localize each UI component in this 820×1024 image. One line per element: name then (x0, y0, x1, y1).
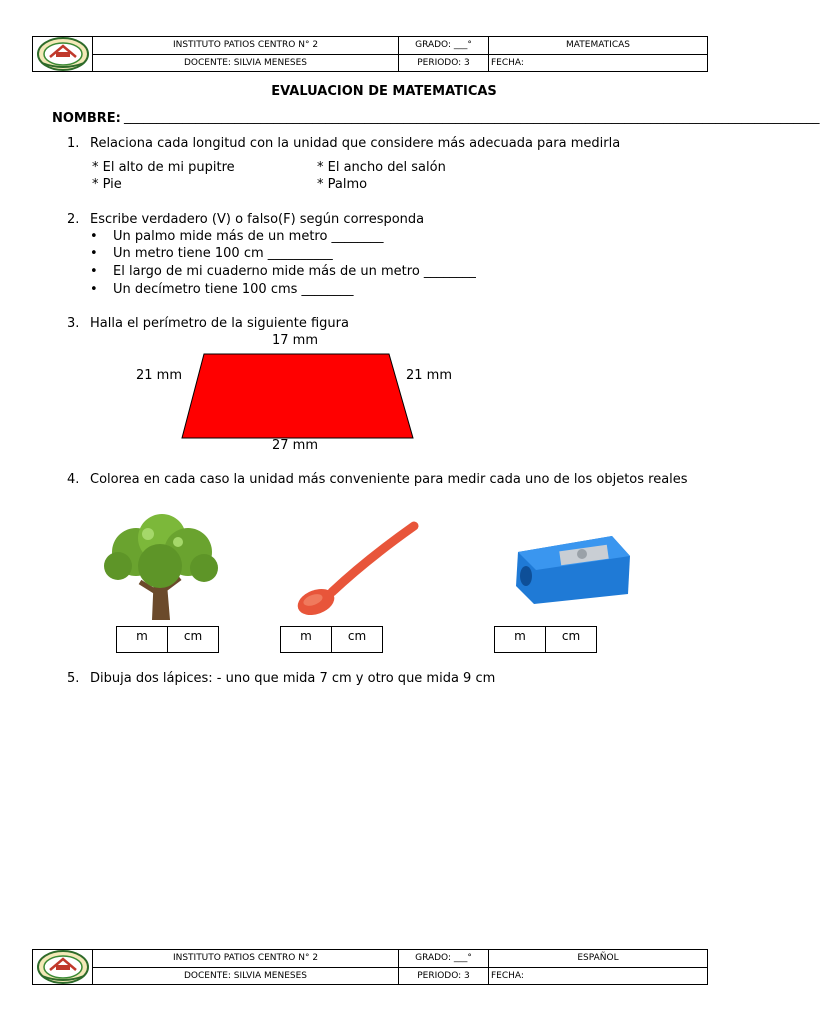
bullet: • (90, 246, 98, 261)
bullet: • (90, 282, 98, 297)
trapezoid-right-label: 21 mm (406, 368, 453, 383)
q4-text: Colorea en cada caso la unidad más conveniente para medir cada uno de los objetos reales (90, 472, 688, 487)
trapezoid-bottom-label: 27 mm (272, 438, 319, 453)
sharpener-icon (512, 518, 634, 606)
grade-field: GRADO: ___° (399, 37, 489, 55)
q2-item: Un decímetro tiene 100 cms ________ (113, 282, 354, 297)
unit-option-cm[interactable]: cm (332, 627, 383, 653)
name-line: ___________________________________________________________________________________________________________ (124, 110, 820, 125)
q4-number: 4. (67, 472, 80, 487)
q1-left-item: * Pie (92, 177, 122, 192)
teacher-name: DOCENTE: SILVIA MENESES (93, 54, 399, 72)
date-field: FECHA: (489, 967, 708, 985)
spoon-icon (296, 520, 422, 618)
school-name: INSTITUTO PATIOS CENTRO N° 2 (93, 950, 399, 968)
header-table-top (32, 36, 708, 72)
grade-field: GRADO: ___° (399, 950, 489, 968)
unit-option-m[interactable]: m (117, 627, 168, 653)
q1-right-item: * El ancho del salón (317, 160, 446, 175)
q3-number: 3. (67, 316, 80, 331)
school-logo (33, 950, 93, 985)
teacher-name: DOCENTE: SILVIA MENESES (93, 967, 399, 985)
unit-table-sharpener (494, 626, 597, 653)
name-label: NOMBRE: (52, 111, 121, 126)
q1-left-item: * El alto de mi pupitre (92, 160, 235, 175)
bullet: • (90, 264, 98, 279)
tree-icon (96, 512, 224, 622)
q5-number: 5. (67, 671, 80, 686)
unit-table-tree (116, 626, 219, 653)
subject-label: MATEMATICAS (489, 37, 708, 55)
school-crest-icon (36, 37, 90, 71)
q2-number: 2. (67, 212, 80, 227)
unit-option-m[interactable]: m (495, 627, 546, 653)
school-name: INSTITUTO PATIOS CENTRO N° 2 (93, 37, 399, 55)
q1-right-item: * Palmo (317, 177, 368, 192)
q3-text: Halla el perímetro de la siguiente figura (90, 316, 349, 331)
q5-text: Dibuja dos lápices: - uno que mida 7 cm y otro que mida 9 cm (90, 671, 496, 686)
unit-option-m[interactable]: m (281, 627, 332, 653)
period-label: PERIODO: 3 (399, 54, 489, 72)
q1-number: 1. (67, 136, 80, 151)
q2-item: Un palmo mide más de un metro ________ (113, 229, 384, 244)
q2-item: Un metro tiene 100 cm __________ (113, 246, 333, 261)
unit-option-cm[interactable]: cm (546, 627, 597, 653)
bullet: • (90, 229, 98, 244)
trapezoid-top-label: 17 mm (272, 333, 319, 348)
period-label: PERIODO: 3 (399, 967, 489, 985)
unit-option-cm[interactable]: cm (168, 627, 219, 653)
trapezoid-left-label: 21 mm (136, 368, 183, 383)
unit-table-spoon (280, 626, 383, 653)
q2-text: Escribe verdadero (V) o falso(F) según corresponda (90, 212, 425, 227)
trapezoid-figure (180, 352, 416, 440)
q1-text: Relaciona cada longitud con la unidad que considere más adecuada para medirla (90, 136, 621, 151)
subject-label: ESPAÑOL (489, 950, 708, 968)
school-logo (33, 37, 93, 72)
date-field: FECHA: (489, 54, 708, 72)
page-title: EVALUACION DE MATEMATICAS (271, 84, 497, 99)
q2-item: El largo de mi cuaderno mide más de un metro ________ (113, 264, 476, 279)
header-table-bottom (32, 949, 708, 985)
school-crest-icon (36, 950, 90, 984)
